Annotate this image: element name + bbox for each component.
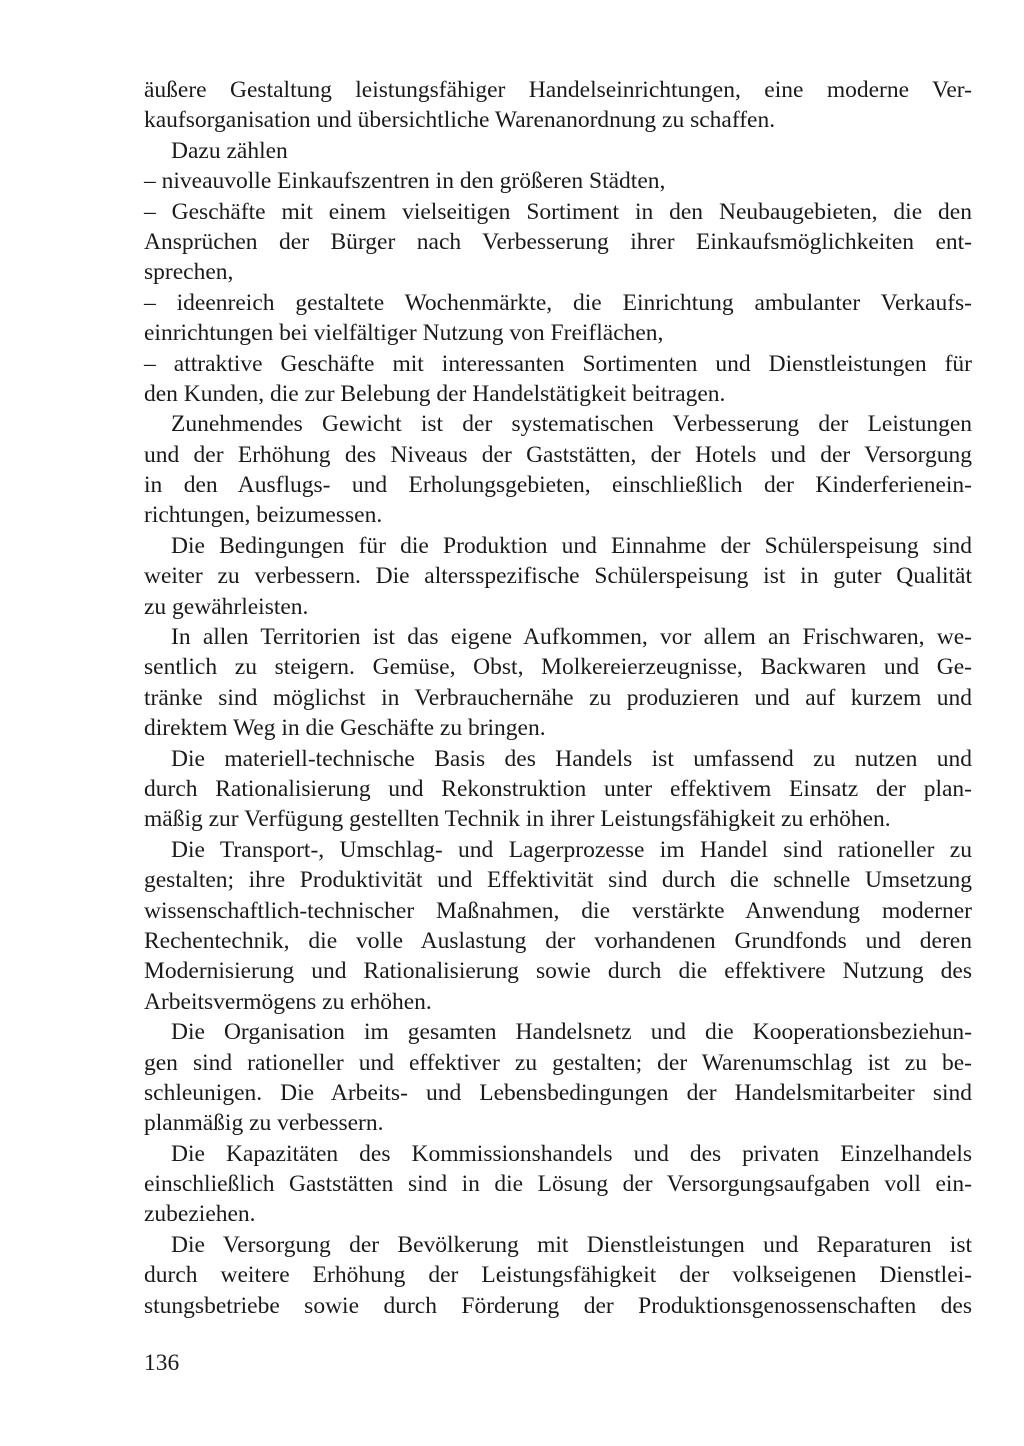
text-line: stungsbetriebe sowie durch Förderung der Produktionsgenossenschaften des	[144, 1292, 972, 1319]
text-line: Die materiell-technische Basis des Handels ist umfassend zu nutzen und	[171, 745, 972, 772]
text-line: Die Transport-, Umschlag- und Lagerprozesse im Handel sind rationeller zu	[171, 836, 972, 863]
text-line: weiter zu verbessern. Die altersspezifische Schülerspeisung ist in guter Qualität	[144, 563, 972, 590]
text-line: zubeziehen.	[144, 1201, 256, 1228]
text-line: direktem Weg in die Geschäfte zu bringen.	[144, 715, 546, 742]
text-line: Die Organisation im gesamten Handelsnetz und die Kooperationsbeziehun-	[171, 1019, 972, 1046]
text-line: sprechen,	[144, 259, 234, 286]
text-line: mäßig zur Verfügung gestellten Technik in ihrer Leistungsfähigkeit zu erhöhen.	[144, 806, 891, 833]
text-line: tränke sind möglichst in Verbrauchernähe zu produzieren und auf kurzem und	[144, 684, 972, 711]
text-line: einrichtungen bei vielfältiger Nutzung von Freiflächen,	[144, 320, 664, 347]
page-number: 136	[144, 1350, 180, 1376]
text-line: Die Versorgung der Bevölkerung mit Dienstleistungen und Reparaturen ist	[171, 1231, 972, 1258]
text-line: Zunehmendes Gewicht ist der systematischen Verbesserung der Leistungen	[171, 411, 972, 438]
text-line: – Geschäfte mit einem vielseitigen Sortiment in den Neubaugebieten, die den	[144, 198, 972, 225]
text-line: einschließlich Gaststätten sind in die Lösung der Versorgungsaufgaben voll ein-	[144, 1171, 972, 1198]
text-line: planmäßig zu verbessern.	[144, 1110, 384, 1137]
text-line: Die Bedingungen für die Produktion und Einnahme der Schülerspeisung sind	[171, 532, 972, 559]
text-line: In allen Territorien ist das eigene Aufkommen, vor allem an Frischwaren, we-	[171, 624, 972, 651]
text-line: sentlich zu steigern. Gemüse, Obst, Molkereierzeugnisse, Backwaren und Ge-	[144, 654, 972, 681]
text-line: Modernisierung und Rationalisierung sowie durch die effektivere Nutzung des	[144, 958, 972, 985]
text-line: in den Ausflugs- und Erholungsgebieten, einschließlich der Kinderferienein-	[144, 472, 972, 499]
text-line: richtungen, beizumessen.	[144, 502, 383, 529]
text-line: äußere Gestaltung leistungsfähiger Handelseinrichtungen, eine moderne Ver-	[144, 77, 972, 103]
text-line: Rechentechnik, die volle Auslastung der vorhandenen Grundfonds und deren	[144, 927, 972, 954]
text-line: kaufsorganisation und übersichtliche Warenanordnung zu schaffen.	[144, 107, 776, 134]
text-line: durch Rationalisierung und Rekonstruktion unter effektivem Einsatz der plan-	[144, 775, 972, 802]
text-line: Dazu zählen	[171, 137, 288, 164]
text-line: gestalten; ihre Produktivität und Effektivität sind durch die schnelle Umsetzung	[144, 867, 972, 894]
text-line: gen sind rationeller und effektiver zu gestalten; der Warenumschlag ist zu be-	[144, 1049, 972, 1076]
text-line: den Kunden, die zur Belebung der Handelstätigkeit beitragen.	[144, 380, 726, 407]
page-body	[144, 75, 972, 1321]
text-line: zu gewährleisten.	[144, 593, 309, 620]
text-line: Ansprüchen der Bürger nach Verbesserung ihrer Einkaufsmöglichkeiten ent-	[144, 228, 972, 255]
text-line: durch weitere Erhöhung der Leistungsfähigkeit der volkseigenen Dienstlei-	[144, 1262, 972, 1289]
text-line: Die Kapazitäten des Kommissionshandels und des privaten Einzelhandels	[171, 1140, 972, 1167]
text-line: wissenschaftlich-technischer Maßnahmen, die verstärkte Anwendung moderner	[144, 897, 972, 924]
text-line: schleunigen. Die Arbeits- und Lebensbedingungen der Handelsmitarbeiter sind	[144, 1079, 972, 1106]
text-line: Arbeitsvermögens zu erhöhen.	[144, 988, 432, 1015]
text-line: – niveauvolle Einkaufszentren in den größeren Städten,	[144, 168, 666, 195]
text-line: und der Erhöhung des Niveaus der Gaststätten, der Hotels und der Versorgung	[144, 441, 972, 468]
text-line: – attraktive Geschäfte mit interessanten Sortimenten und Dienstleistungen für	[144, 350, 972, 377]
text-line: – ideenreich gestaltete Wochenmärkte, die Einrichtung ambulanter Verkaufs-	[144, 289, 972, 316]
